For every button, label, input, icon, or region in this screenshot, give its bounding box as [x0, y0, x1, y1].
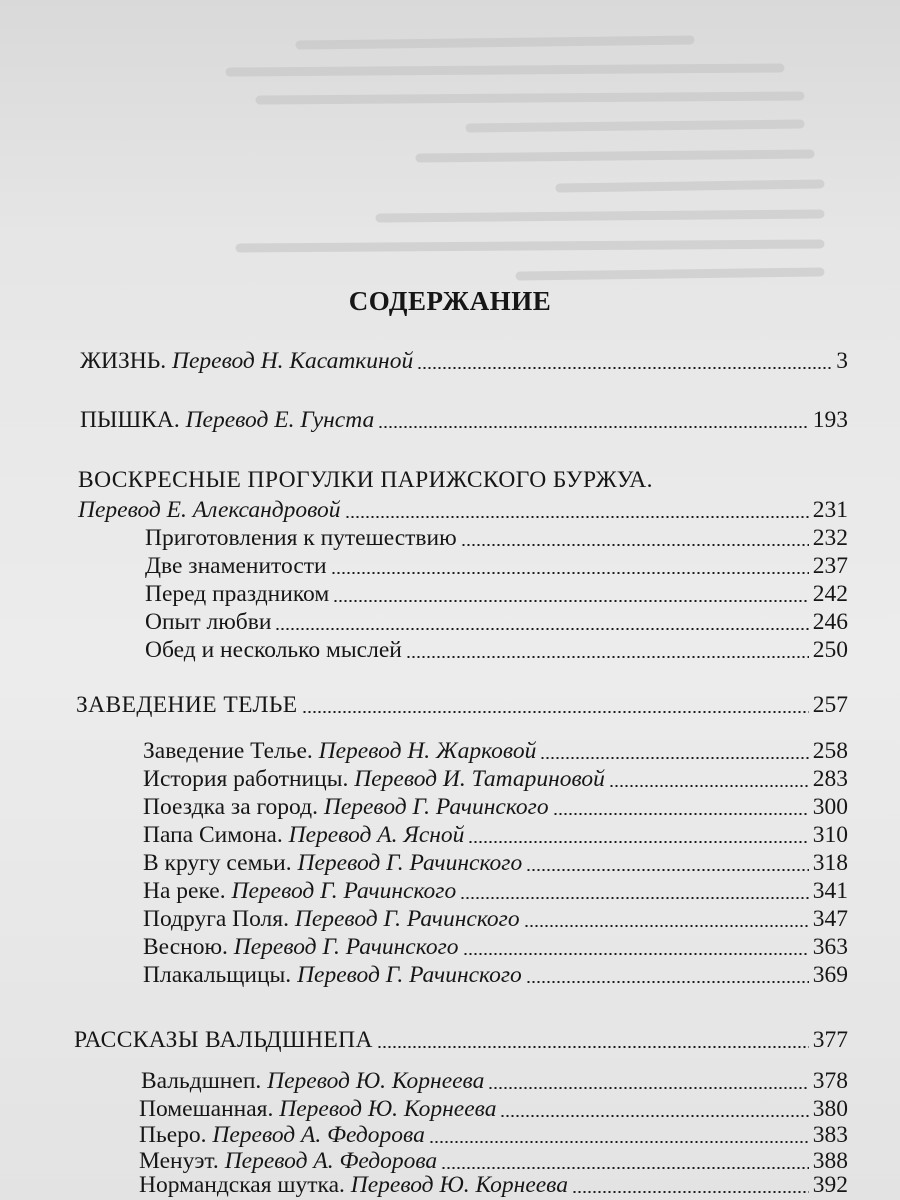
page-number: 380: [812, 1096, 848, 1122]
page-number: 310: [812, 822, 848, 848]
toc-entry: ЗАВЕДЕНИЕ ТЕЛЬЕ 257: [76, 692, 848, 718]
toc-entry: ЖИЗНЬ. Перевод Н. Касаткиной 3: [80, 348, 848, 374]
dot-leader: [275, 628, 808, 630]
page-number: 392: [812, 1172, 848, 1198]
page-number: 369: [812, 962, 848, 988]
toc-entry: История работницы. Перевод И. Татариновой 283: [143, 766, 848, 792]
dot-leader: [461, 544, 809, 546]
dot-leader: [488, 1087, 808, 1089]
dot-leader: [609, 785, 809, 787]
toc-entry: Опыт любви 246: [145, 609, 848, 635]
toc-entry: Менуэт. Перевод А. Федорова 388: [139, 1148, 848, 1174]
page-title: СОДЕРЖАНИЕ: [348, 286, 552, 316]
dot-leader: [302, 711, 809, 713]
dot-leader: [333, 600, 809, 602]
section-heading: ВОСКРЕСНЫЕ ПРОГУЛКИ ПАРИЖСКОГО БУРЖУА.: [78, 467, 653, 493]
toc-entry: РАССКАЗЫ ВАЛЬДШНЕПА 377: [74, 1027, 848, 1053]
toc-entry: Нормандская шутка. Перевод Ю. Корнеева 392: [139, 1172, 848, 1198]
dot-leader: [377, 1046, 809, 1048]
page-number: 193: [812, 407, 848, 433]
toc-entry: Папа Симона. Перевод А. Ясной 310: [143, 822, 848, 848]
page-number: 231: [812, 497, 848, 523]
page-number: 318: [812, 850, 848, 876]
toc-entry: Перевод Е. Александровой 231: [78, 497, 848, 523]
toc-entry: Вальдшнеп. Перевод Ю. Корнеева 378: [141, 1068, 848, 1094]
dot-leader: [572, 1191, 809, 1193]
toc-entry: Пьеро. Перевод А. Федорова 383: [139, 1122, 848, 1148]
toc-entry: Поездка за город. Перевод Г. Рачинского 300: [143, 794, 848, 820]
page-number: 383: [812, 1122, 848, 1148]
dot-leader: [463, 953, 809, 955]
page-number: 3: [836, 348, 848, 374]
page-number: 246: [812, 609, 848, 635]
toc-entry: Заведение Телье. Перевод Н. Жарковой 258: [143, 738, 848, 764]
dot-leader: [378, 426, 809, 428]
page-number: 242: [812, 581, 848, 607]
page-number: 232: [812, 525, 848, 551]
toc-entry: ПЫШКА. Перевод Е. Гунста 193: [80, 407, 848, 433]
dot-leader: [460, 897, 809, 899]
toc-entry: Обед и несколько мыслей 250: [145, 637, 848, 663]
page-number: 341: [812, 878, 848, 904]
toc-entry: Приготовления к путешествию 232: [145, 525, 848, 551]
toc-entry: В кругу семьи. Перевод Г. Рачинского 318: [143, 850, 848, 876]
toc-entry: Плакальщицы. Перевод Г. Рачинского 369: [143, 962, 848, 988]
toc-entry: На реке. Перевод Г. Рачинского 341: [143, 878, 848, 904]
show-through-text: [0, 0, 900, 300]
dot-leader: [526, 981, 809, 983]
dot-leader: [526, 869, 809, 871]
page-number: 250: [812, 637, 848, 663]
dot-leader: [553, 813, 809, 815]
toc-entry: Помешанная. Перевод Ю. Корнеева 380: [139, 1096, 848, 1122]
dot-leader: [429, 1141, 809, 1143]
toc-entry: Весною. Перевод Г. Рачинского 363: [143, 934, 848, 960]
toc-entry: Перед праздником 242: [145, 581, 848, 607]
dot-leader: [406, 656, 809, 658]
dot-leader: [500, 1115, 808, 1117]
dot-leader: [540, 757, 808, 759]
page-number: 388: [812, 1148, 848, 1174]
page-number: 257: [812, 692, 848, 718]
toc-entry: Две знаменитости 237: [145, 553, 848, 579]
toc-entry: Подруга Поля. Перевод Г. Рачинского 347: [143, 906, 848, 932]
page-number: 377: [812, 1027, 848, 1053]
dot-leader: [468, 841, 808, 843]
page-number: 300: [812, 794, 848, 820]
dot-leader: [417, 367, 832, 369]
dot-leader: [524, 925, 809, 927]
dot-leader: [345, 516, 809, 518]
page-number: 347: [812, 906, 848, 932]
dot-leader: [441, 1167, 809, 1169]
page-number: 237: [812, 553, 848, 579]
page-number: 283: [812, 766, 848, 792]
dot-leader: [331, 572, 809, 574]
page-number: 363: [812, 934, 848, 960]
page-number: 378: [812, 1068, 848, 1094]
page-number: 258: [812, 738, 848, 764]
